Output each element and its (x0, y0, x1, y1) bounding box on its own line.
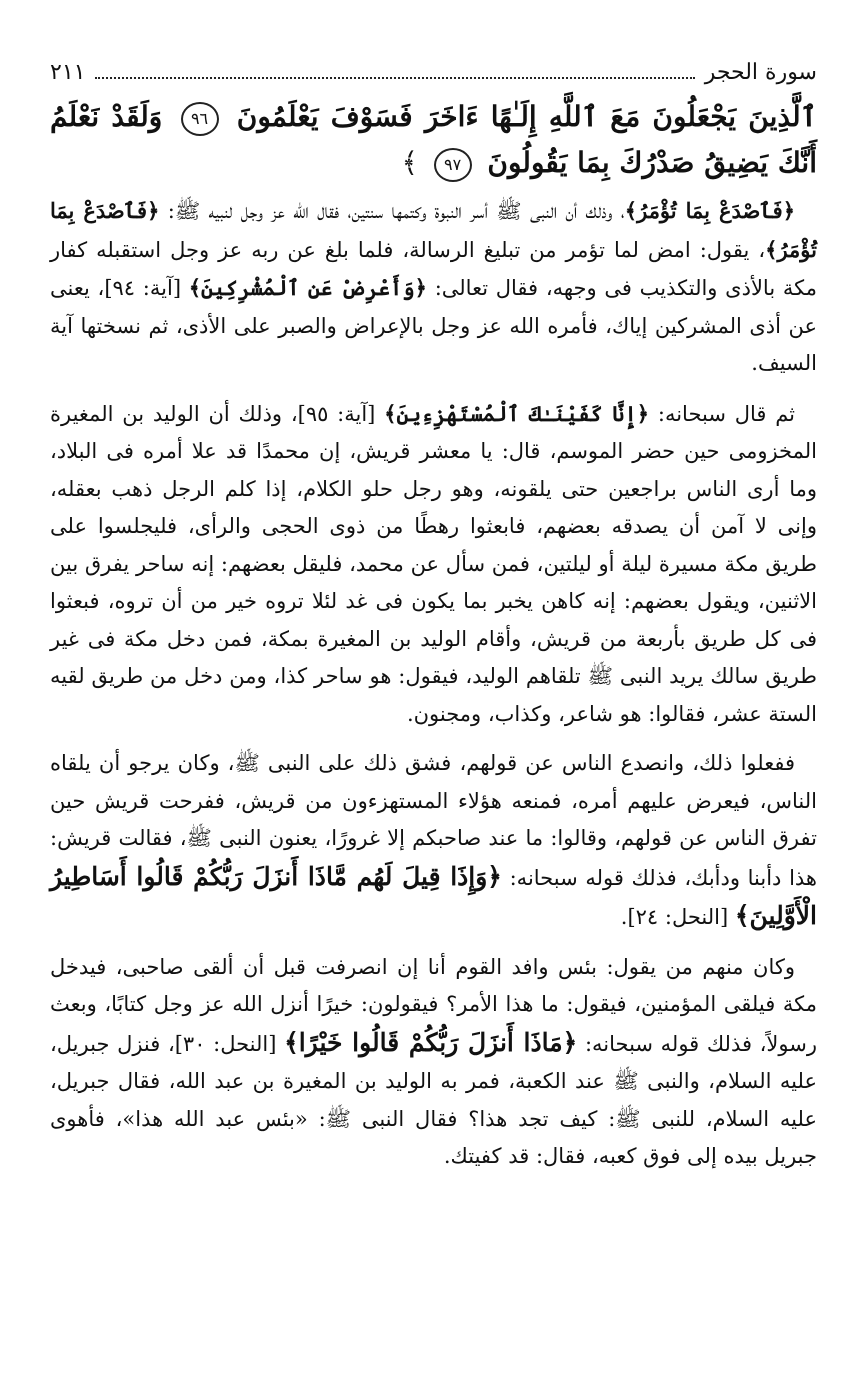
quote: ﴿وَإِذَا قِيلَ لَهُم مَّاذَا أَنزَلَ رَبُّكُمْ قَالُوا أَسَاطِيرُ الْأَوَّلِينَ﴾ (50, 861, 817, 930)
text: ثم قال سبحانه: (649, 401, 796, 426)
ayah-number-96-icon: ٩٦ (181, 102, 219, 136)
text: [آية: ٩٥]، وذلك أن الوليد بن المغيرة المخزومى حين حضر الموسم، قال: يا معشر قريش، إن محمدًا قد علا أمره فى البلاد، وما أرى الناس براجعين حتى يلقونه، وهو رجل حلو الكلام، إذا كلم الرجل ذهب بعقله، وإنى لا آمن أن يصدقه بعضهم، فابعثوا رهطًا من ذوى الحجى والرأى، فليجلسوا على طريق مكة مسيرة ليلة أو ليلتين، فمن سأل عن محمد، فليقل بعضهم: إنه ساحر يفرق بين الاثنين، ويقول بعضهم: إنه كاهن يخبر بما يكون فى غد لئلا تروه خير من أن تروه، فبعثوا فى كل طريق بأربعة من قريش، وأقام الوليد بن المغيرة بمكة، فمن دخل مكة فى غير طريق سالك يريد النبى ﷺ تلقاهم الوليد، فيقول: هو ساحر كذا، ومن دخل من طريق لقيه الستة عشر، فقالوا: هو شاعر، وكذاب، ومجنون. (50, 401, 817, 726)
quote: ﴿فَٱصْدَعْ بِمَا تُؤْمَرُ﴾ (624, 198, 796, 223)
commentary-paragraph-2 (50, 395, 817, 734)
text: [النحل: ٣٠]، فنزل جبريل، عليه السلام، والنبى ﷺ عند الكعبة، فمر به الوليد بن المغيرة بن عبد الله، فقال جبريل، عليه السلام، للنبى ﷺ: كيف تجد هذا؟ فقال النبى ﷺ: «بئس عبد الله هذا»، فأهوى جبريل بيده إلى فوق كعبه، فقال: قد كفيتك. (50, 1031, 817, 1168)
quran-verse-block (50, 94, 817, 186)
surah-title: سورة الحجر (704, 60, 817, 85)
verse-97-text: وَلَقَدْ نَعْلَمُ أَنَّكَ يَضِيقُ صَدْرُكَ بِمَا يَقُولُونَ (50, 100, 817, 179)
commentary-paragraph-3 (50, 745, 817, 937)
closing-bracket: ﴾ (401, 146, 418, 179)
commentary-paragraph-4 (50, 949, 817, 1176)
text: [آية: ٩٤]، يعنى عن أذى المشركين إياك، فأمره الله عز وجل بالإعراض والصبر على الأذى، ثم نسختها آية السيف. (50, 276, 817, 375)
ayah-number-97-icon: ٩٧ (434, 148, 472, 182)
quote: ﴿إِنَّا كَفَيْنَـٰكَ ٱلْمُسْتَهْزِءِينَ﴾ (384, 400, 650, 426)
commentary-paragraph-1 (50, 192, 817, 383)
page-number: ٢١١ (50, 60, 86, 85)
text: ففعلوا ذلك، وانصدع الناس عن قولهم، فشق ذلك على النبى ﷺ، وكان يرجو أن يلقاه الناس، فيعرض عليهم أمره، فمنعه هؤلاء المستهزءون من قريش، ففرحت قريش حين تفرق الناس عن قولهم، وقالوا: ما عند صاحبكم إلا غرورًا، يعنون النبى ﷺ، فقالت قريش: هذا دأبنا ودأبك، فذلك قوله سبحانه: (50, 751, 817, 890)
quote: ﴿وَأَعْرِضْ عَنِ ٱلْمُشْرِكِينَ﴾ (188, 275, 427, 300)
text: وكان منهم من يقول: بئس وافد القوم أنا إن انصرفت قبل أن ألقى صاحبى، فيدخل مكة فيلقى المؤمنين، فيقول: ما هذا الأمر؟ فيقولون: خيرًا أنزل الله عز وجل كتابًا، وبعث رسولاً، فذلك قوله سبحانه: (50, 954, 817, 1056)
text: ، وذلك أن النبى ﷺ أسر النبوة وكتمها سنتين، فقال الله عز وجل لنبيه ﷺ: (159, 199, 625, 223)
running-header (50, 58, 817, 92)
text: [النحل: ٢٤]. (620, 905, 735, 929)
quote: ﴿فَٱصْدَعْ بِمَا تُؤْمَرُ﴾ (50, 198, 817, 262)
quote: ﴿مَاذَا أَنزَلَ رَبُّكُمْ قَالُوا خَيْرًا﴾ (284, 1027, 578, 1057)
verse-96-text: ٱلَّذِينَ يَجْعَلُونَ مَعَ ٱللَّهِ إِلَـٰهًا ءَاخَرَ فَسَوْفَ يَعْلَمُونَ (236, 100, 818, 133)
dotted-leader (95, 59, 694, 79)
text: ، يقول: امض لما تؤمر من تبليغ الرسالة، فلما بلغ عن ربه عز وجل استقبله كفار مكة بالأذى والتكذيب فى وجهه، فقال تعالى: (50, 237, 818, 300)
